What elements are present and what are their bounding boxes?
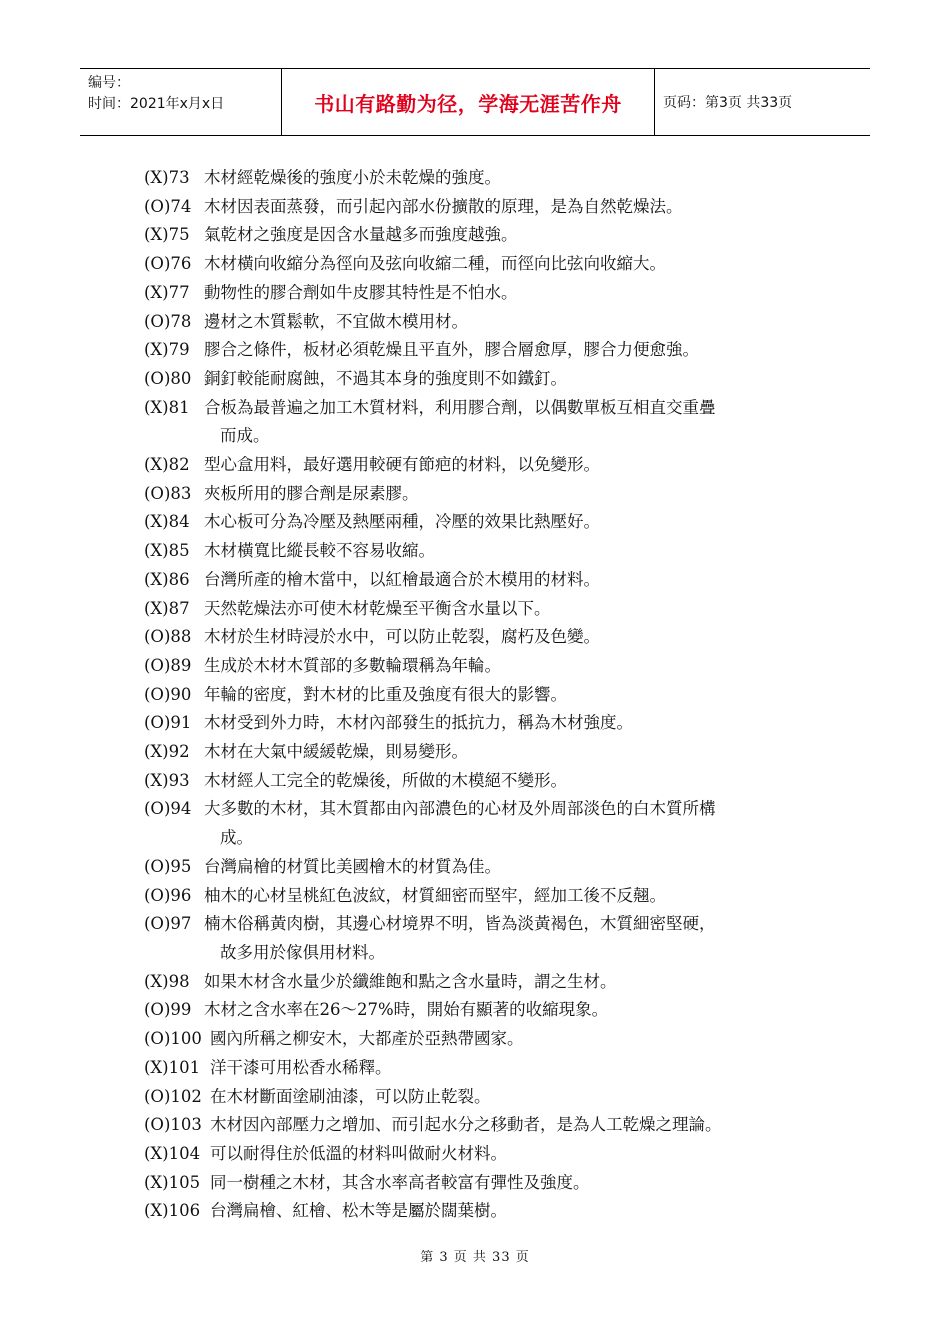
item-text [204, 394, 824, 451]
item-text-main: 膠合之條件，板材必須乾燥且平直外，膠合層愈厚，膠合力便愈強。 [204, 340, 699, 360]
item-answer-number: (X)105 [144, 1172, 201, 1192]
item-text [204, 480, 824, 509]
list-item [144, 1111, 824, 1140]
item-answer-number: (O)76 [144, 254, 192, 274]
item-answer-number: (X)104 [144, 1143, 201, 1163]
item-text-main: 木材在大氣中緩緩乾燥，則易變形。 [204, 742, 468, 762]
item-answer-number: (X)93 [144, 770, 190, 790]
list-item [144, 1140, 824, 1169]
item-text-main: 在木材斷面塗刷油漆，可以防止乾裂。 [210, 1086, 491, 1106]
item-text-main: 年輪的密度，對木材的比重及強度有很大的影響。 [204, 684, 567, 704]
list-item [144, 451, 824, 480]
list-item [144, 996, 824, 1025]
item-text [204, 508, 824, 537]
list-item [144, 566, 824, 595]
item-text [204, 767, 824, 796]
item-text-main: 木材經人工完全的乾燥後，所做的木模絕不變形。 [204, 770, 567, 790]
item-answer-number: (O)78 [144, 311, 192, 331]
item-text-main: 木材於生材時浸於水中，可以防止乾裂，腐朽及色變。 [204, 627, 600, 647]
page-footer: 第 3 页 共 33 页 [420, 1250, 530, 1265]
item-text [210, 1169, 824, 1198]
item-text [204, 250, 824, 279]
item-answer-number: (O)83 [144, 483, 192, 503]
item-text-main: 木材因表面蒸發，而引起內部水份擴散的原理，是為自然乾燥法。 [204, 196, 683, 216]
item-text-main: 銅釘較能耐腐蝕，不過其本身的強度則不如鐵釘。 [204, 368, 567, 388]
item-text-main: 夾板所用的膠合劑是尿素膠。 [204, 483, 419, 503]
item-text [204, 365, 824, 394]
list-item [144, 508, 824, 537]
item-answer-number: (O)74 [144, 196, 192, 216]
list-item [144, 1054, 824, 1083]
list-item [144, 738, 824, 767]
item-text-continuation: 故多用於傢俱用材料。 [220, 942, 385, 962]
list-item [144, 537, 824, 566]
list-item [144, 681, 824, 710]
item-answer-number: (O)97 [144, 914, 192, 934]
item-text [204, 451, 824, 480]
item-text-main: 木材橫寬比縱長較不容易收縮。 [204, 541, 435, 561]
list-item [144, 882, 824, 911]
item-text [204, 221, 824, 250]
list-item [144, 250, 824, 279]
item-text-main: 台灣所產的檜木當中，以紅檜最適合於木模用的材料。 [204, 569, 600, 589]
item-text-main: 天然乾燥法亦可使木材乾燥至平衡含水量以下。 [204, 598, 551, 618]
item-text-main: 木材橫向收縮分為徑向及弦向收縮二種，而徑向比弦向收縮大。 [204, 254, 666, 274]
item-answer-number: (O)99 [144, 1000, 192, 1020]
item-text-main: 型心盒用料，最好選用較硬有節疤的材料，以免變形。 [204, 455, 600, 475]
list-item [144, 164, 824, 193]
item-text-main: 可以耐得住於低溫的材料叫做耐火材料。 [210, 1143, 507, 1163]
item-answer-number: (X)73 [144, 168, 190, 187]
document-number-label: 编号： [88, 75, 130, 91]
item-text-main: 台灣扁檜的材質比美國檜木的材質為佳。 [204, 856, 501, 876]
item-text [204, 853, 824, 882]
item-answer-number: (O)103 [144, 1115, 202, 1135]
question-list [144, 164, 824, 1226]
item-answer-number: (O)91 [144, 713, 192, 733]
item-text [204, 996, 824, 1025]
item-answer-number: (O)94 [144, 799, 192, 819]
item-text-main: 楠木俗稱黃肉樹，其邊心材境界不明，皆為淡黃褐色，木質細密堅硬， [204, 914, 716, 934]
item-answer-number: (X)85 [144, 541, 190, 561]
list-item [144, 623, 824, 652]
item-text-main: 如果木材含水量少於纖維飽和點之含水量時，謂之生材。 [204, 971, 617, 991]
item-text-main: 柚木的心材呈桃紅色波紋，材質細密而堅牢，經加工後不反翹。 [204, 885, 666, 905]
item-text [210, 1083, 824, 1112]
list-item [144, 767, 824, 796]
item-text-main: 氣乾材之強度是因含水量越多而強度越強。 [204, 225, 518, 245]
list-item [144, 709, 824, 738]
item-text-main: 台灣扁檜、紅檜、松木等是屬於闊葉樹。 [210, 1201, 507, 1221]
item-answer-number: (X)106 [144, 1201, 201, 1221]
list-item [144, 193, 824, 222]
item-answer-number: (O)89 [144, 655, 192, 675]
item-text-main: 木材因內部壓力之增加、而引起水分之移動者，是為人工乾燥之理論。 [210, 1115, 722, 1135]
item-text-main: 木材之含水率在26～27%時，開始有顯著的收縮現象。 [204, 1000, 609, 1020]
list-item [144, 910, 824, 967]
item-text [204, 738, 824, 767]
item-text [204, 709, 824, 738]
list-item [144, 853, 824, 882]
item-answer-number: (X)75 [144, 225, 190, 245]
item-answer-number: (O)100 [144, 1029, 202, 1049]
item-text [204, 308, 824, 337]
item-answer-number: (X)77 [144, 282, 190, 302]
list-item [144, 1197, 824, 1226]
page-header [80, 68, 870, 136]
item-answer-number: (X)82 [144, 455, 190, 475]
list-item [144, 365, 824, 394]
item-answer-number: (X)84 [144, 512, 190, 532]
item-text [204, 910, 824, 967]
item-text [210, 1197, 824, 1226]
item-answer-number: (O)95 [144, 856, 192, 876]
item-text [204, 537, 824, 566]
item-answer-number: (X)98 [144, 971, 190, 991]
item-text-main: 動物性的膠合劑如牛皮膠其特性是不怕水。 [204, 282, 518, 302]
list-item [144, 652, 824, 681]
list-item [144, 394, 824, 451]
item-text [210, 1054, 824, 1083]
item-text-continuation: 而成。 [220, 426, 270, 446]
list-item [144, 795, 824, 852]
item-text-main: 邊材之木質鬆軟，不宜做木模用材。 [204, 311, 468, 331]
item-answer-number: (O)96 [144, 885, 192, 905]
item-text [204, 681, 824, 710]
item-text-main: 木材經乾燥後的強度小於未乾燥的強度。 [204, 168, 501, 187]
item-answer-number: (X)101 [144, 1057, 201, 1077]
header-motto: 书山有路勤为径，学海无涯苦作舟 [282, 69, 655, 135]
list-item [144, 336, 824, 365]
item-text [204, 652, 824, 681]
item-answer-number: (O)102 [144, 1086, 202, 1106]
item-text-main: 木心板可分為冷壓及熱壓兩種，冷壓的效果比熱壓好。 [204, 512, 600, 532]
item-answer-number: (X)87 [144, 598, 190, 618]
item-text-main: 國內所稱之柳安木，大都產於亞熱帶國家。 [210, 1029, 524, 1049]
item-answer-number: (O)80 [144, 368, 192, 388]
list-item [144, 1083, 824, 1112]
item-text [204, 566, 824, 595]
item-text [204, 193, 824, 222]
header-meta [80, 69, 282, 135]
item-answer-number: (X)92 [144, 742, 190, 762]
item-answer-number: (O)88 [144, 627, 192, 647]
item-text [210, 1025, 824, 1054]
item-answer-number: (X)81 [144, 397, 190, 417]
item-text-main: 合板為最普遍之加工木質材料，利用膠合劑，以偶數單板互相直交重疊 [204, 397, 716, 417]
list-item [144, 968, 824, 997]
item-text-continuation: 成。 [220, 828, 253, 848]
item-text [204, 336, 824, 365]
item-text-main: 洋干漆可用松香水稀釋。 [210, 1057, 392, 1077]
item-text [204, 623, 824, 652]
list-item [144, 279, 824, 308]
list-item [144, 480, 824, 509]
item-answer-number: (O)90 [144, 684, 192, 704]
item-text [210, 1140, 824, 1169]
header-page-info: 页码：第3页 共33页 [663, 95, 793, 111]
item-text [204, 595, 824, 624]
item-text [204, 882, 824, 911]
document-time-label: 时间：2021年x月x日 [88, 96, 225, 112]
item-text-main: 木材受到外力時，木材內部發生的抵抗力，稱為木材強度。 [204, 713, 633, 733]
list-item [144, 1169, 824, 1198]
item-text-main: 生成於木材木質部的多數輪環稱為年輪。 [204, 655, 501, 675]
list-item [144, 595, 824, 624]
item-text [204, 279, 824, 308]
item-text [210, 1111, 824, 1140]
list-item [144, 221, 824, 250]
item-answer-number: (X)79 [144, 340, 190, 360]
item-answer-number: (X)86 [144, 569, 190, 589]
item-text-main: 大多數的木材，其木質都由內部濃色的心材及外周部淡色的白木質所構 [204, 799, 716, 819]
list-item [144, 1025, 824, 1054]
item-text [204, 795, 824, 852]
item-text [204, 968, 824, 997]
item-text [204, 164, 824, 193]
list-item [144, 308, 824, 337]
item-text-main: 同一樹種之木材，其含水率高者較富有彈性及強度。 [210, 1172, 590, 1192]
